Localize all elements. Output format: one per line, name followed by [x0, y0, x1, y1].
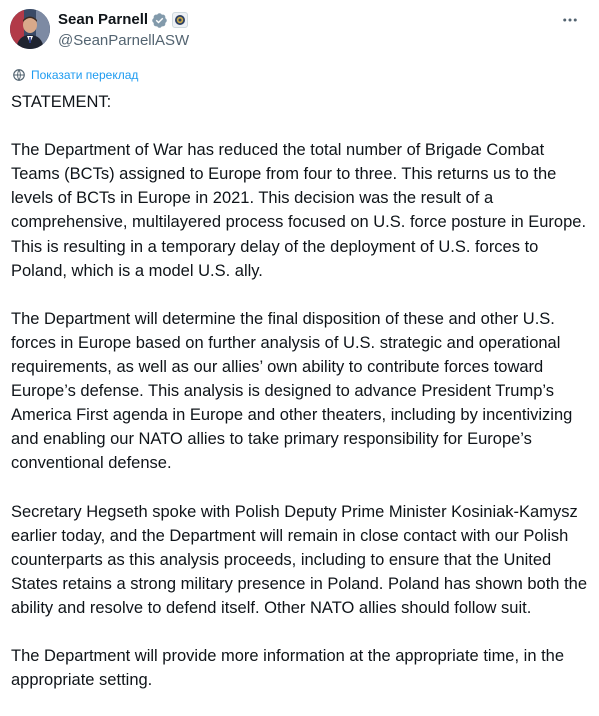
- tweet-paragraph: Secretary Hegseth spoke with Polish Deputy Prime Minister Kosiniak-Kamysz earlier today, and the Department will remain in close contact with our Polish counterparts as this analysis proceeds, including to ensure that the United States retains a strong military presence in Poland. Poland has shown both the ability and resolve to defend itself. Other NATO allies should follow suit.: [11, 502, 588, 617]
- verified-check-icon[interactable]: [151, 12, 168, 29]
- tweet-paragraph: The Department will determine the final disposition of these and other U.S. forces in Europe based on further analysis of U.S. strategic and operational requirements, as well as our allies’ own ability to contribute forces toward Europe’s defense. This analysis is designed to advance President Trump’s America First agenda in Europe and other theaters, including by incentivizing and enabling our NATO allies to take primary responsibility for Europe’s conventional defense.: [11, 309, 573, 473]
- show-translation-link[interactable]: [12, 67, 138, 83]
- avatar-image: [10, 9, 50, 49]
- more-options-icon[interactable]: [560, 10, 580, 30]
- tweet-paragraph: The Department of War has reduced the total number of Brigade Combat Teams (BCTs) assigned to Europe from four to three. This returns us to the levels of BCTs in Europe in 2021. This decision was the result of a comprehensive, multilayered process focused on U.S. force posture in Europe. This is resulting in a temporary delay of the deployment of U.S. forces to Poland, which is a model U.S. ally.: [11, 141, 587, 280]
- tweet-paragraph: The Department will provide more information at the appropriate time, in the appropriate setting.: [11, 647, 565, 690]
- dept-seal-icon[interactable]: [172, 12, 188, 28]
- show-translation-label: Показати переклад: [31, 68, 139, 82]
- translate-globe-icon: [12, 68, 26, 82]
- tweet-header: [10, 8, 590, 52]
- name-row: [58, 10, 189, 30]
- author-names: [58, 10, 189, 51]
- author-handle[interactable]: @SeanParnellASW: [58, 32, 190, 49]
- avatar[interactable]: [10, 9, 50, 49]
- tweet-paragraph: STATEMENT:: [11, 93, 112, 111]
- author-display-name[interactable]: Sean Parnell: [58, 11, 149, 28]
- tweet-text: [11, 90, 591, 716]
